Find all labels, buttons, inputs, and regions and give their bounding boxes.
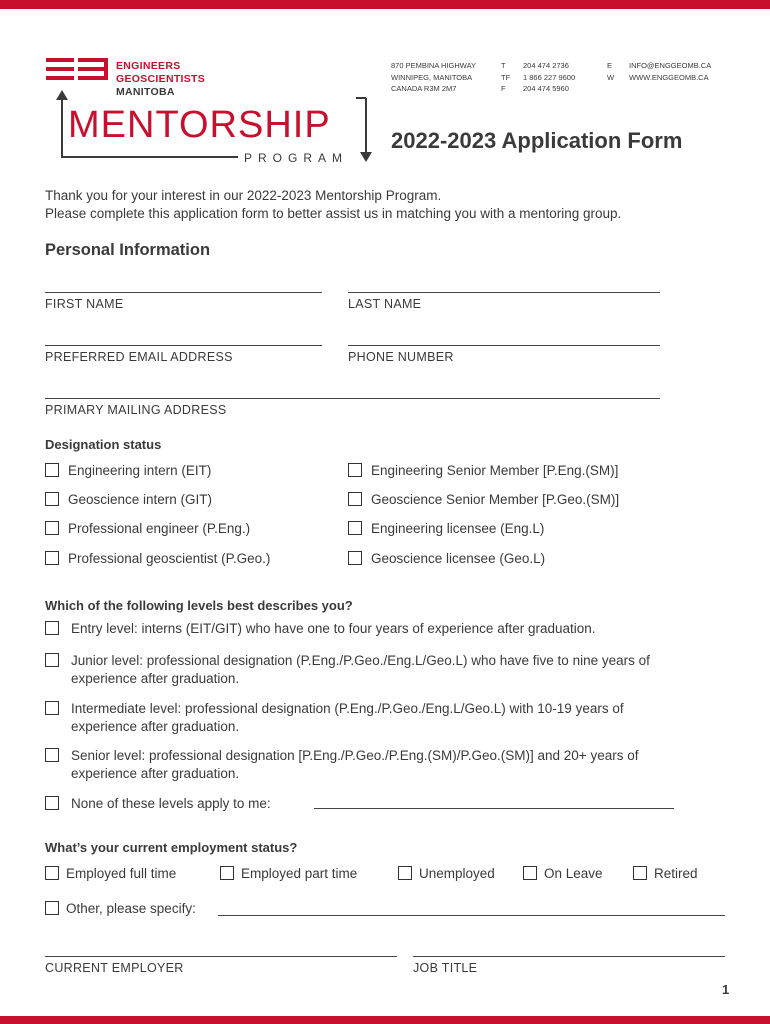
- job-title-label: JOB TITLE: [413, 961, 478, 975]
- checkbox[interactable]: [45, 653, 59, 667]
- levels-title: Which of the following levels best describes you?: [45, 598, 353, 613]
- checkbox[interactable]: [348, 492, 362, 506]
- top-accent-bar: [0, 0, 770, 9]
- first-name-field[interactable]: [45, 292, 322, 293]
- level-option[interactable]: Intermediate level: professional designation (P.Eng./P.Geo./Eng.L/Geo.L) with 10-19 years of experience after graduation.: [45, 700, 685, 735]
- job-title-field[interactable]: [413, 956, 725, 957]
- email-link[interactable]: INFO@ENGGEOMB.CA: [629, 61, 712, 70]
- designation-option[interactable]: Professional geoscientist (P.Geo.): [45, 550, 270, 568]
- checkbox[interactable]: [45, 748, 59, 762]
- web-label: W: [607, 72, 615, 82]
- checkbox[interactable]: [348, 521, 362, 535]
- mentorship-wordmark: MENTORSHIP: [68, 104, 331, 146]
- phone-value: 1 866 227 9600: [523, 72, 576, 82]
- intro-line: Please complete this application form to better assist us in matching you with a mentoring group.: [45, 206, 622, 221]
- mailing-address-field[interactable]: [45, 398, 660, 399]
- email-label: PREFERRED EMAIL ADDRESS: [45, 350, 233, 364]
- contact-web-values: [629, 60, 711, 83]
- checkbox[interactable]: [45, 701, 59, 715]
- phone-label: TF: [501, 72, 511, 82]
- address-line: CANADA R3M 2M7: [391, 84, 457, 93]
- checkbox[interactable]: [45, 621, 59, 635]
- employment-other-field[interactable]: [218, 915, 725, 916]
- checkbox[interactable]: [348, 463, 362, 477]
- checkbox[interactable]: [45, 866, 59, 880]
- email-field[interactable]: [45, 345, 322, 346]
- contact-address: [391, 60, 476, 95]
- phone-value: 204 474 5960: [523, 84, 569, 93]
- last-name-label: LAST NAME: [348, 297, 422, 311]
- checkbox[interactable]: [45, 521, 59, 535]
- page-number: 1: [722, 982, 730, 997]
- contact-web-labels: [607, 60, 614, 83]
- personal-info-title: Personal Information: [45, 241, 211, 259]
- checkbox[interactable]: [45, 551, 59, 565]
- none-levels-specify-field[interactable]: [314, 808, 674, 809]
- website-link[interactable]: WWW.ENGGEOMB.CA: [629, 72, 709, 82]
- current-employer-field[interactable]: [45, 956, 397, 957]
- employment-option[interactable]: Unemployed: [398, 865, 495, 883]
- current-employer-label: CURRENT EMPLOYER: [45, 961, 184, 975]
- checkbox[interactable]: [45, 901, 59, 915]
- level-option[interactable]: Entry level: interns (EIT/GIT) who have one to four years of experience after graduation.: [45, 620, 685, 638]
- intro-line: Thank you for your interest in our 2022-2023 Mentorship Program.: [45, 188, 442, 203]
- contact-phone-labels: [501, 60, 510, 95]
- designation-option[interactable]: Geoscience intern (GIT): [45, 491, 212, 509]
- level-option-none[interactable]: None of these levels apply to me:: [45, 795, 271, 813]
- employment-other-option[interactable]: Other, please specify:: [45, 900, 196, 918]
- program-wordmark: PROGRAM: [244, 151, 349, 165]
- designation-option[interactable]: Professional engineer (P.Eng.): [45, 520, 250, 538]
- phone-label: F: [501, 84, 506, 93]
- checkbox[interactable]: [45, 492, 59, 506]
- form-title: 2022-2023 Application Form: [391, 128, 683, 153]
- employment-option[interactable]: Retired: [633, 865, 698, 883]
- designation-title: Designation status: [45, 437, 162, 452]
- bottom-accent-bar: [0, 1016, 770, 1024]
- org-name-line1: ENGINEERS: [116, 60, 181, 72]
- checkbox[interactable]: [523, 866, 537, 880]
- address-line: 870 PEMBINA HIGHWAY: [391, 61, 477, 70]
- phone-label: PHONE NUMBER: [348, 350, 454, 364]
- checkbox[interactable]: [45, 463, 59, 477]
- designation-option[interactable]: Engineering intern (EIT): [45, 462, 211, 480]
- engineers-geoscientists-logo-icon: [46, 58, 110, 80]
- level-option[interactable]: Junior level: professional designation (P.Eng./P.Geo./Eng.L/Geo.L) who have five to nine years of experience after graduation.: [45, 652, 685, 687]
- level-option[interactable]: Senior level: professional designation [P.Eng./P.Geo./P.Eng.(SM)/P.Geo.(SM)] and 20+ years of experience after graduation.: [45, 747, 685, 782]
- phone-label: T: [501, 61, 506, 70]
- contact-phone-values: [523, 60, 575, 95]
- checkbox[interactable]: [398, 866, 412, 880]
- phone-field[interactable]: [348, 345, 660, 346]
- employment-option[interactable]: On Leave: [523, 865, 603, 883]
- checkbox[interactable]: [633, 866, 647, 880]
- first-name-label: FIRST NAME: [45, 297, 124, 311]
- last-name-field[interactable]: [348, 292, 660, 293]
- designation-option[interactable]: Geoscience licensee (Geo.L): [348, 550, 545, 568]
- phone-value: 204 474 2736: [523, 61, 569, 70]
- checkbox[interactable]: [348, 551, 362, 565]
- intro-text: [45, 187, 621, 223]
- checkbox[interactable]: [220, 866, 234, 880]
- address-line: WINNIPEG, MANITOBA: [391, 72, 473, 82]
- employment-option[interactable]: Employed full time: [45, 865, 176, 883]
- mailing-address-label: PRIMARY MAILING ADDRESS: [45, 403, 227, 417]
- web-label: E: [607, 61, 613, 70]
- employment-title: What’s your current employment status?: [45, 840, 298, 855]
- designation-option[interactable]: Engineering licensee (Eng.L): [348, 520, 544, 538]
- designation-option[interactable]: Engineering Senior Member [P.Eng.(SM)]: [348, 462, 618, 480]
- checkbox[interactable]: [45, 796, 59, 810]
- designation-option[interactable]: Geoscience Senior Member [P.Geo.(SM)]: [348, 491, 619, 509]
- org-name-line3: MANITOBA: [116, 86, 175, 98]
- org-name-line2: GEOSCIENTISTS: [116, 73, 206, 85]
- employment-option[interactable]: Employed part time: [220, 865, 357, 883]
